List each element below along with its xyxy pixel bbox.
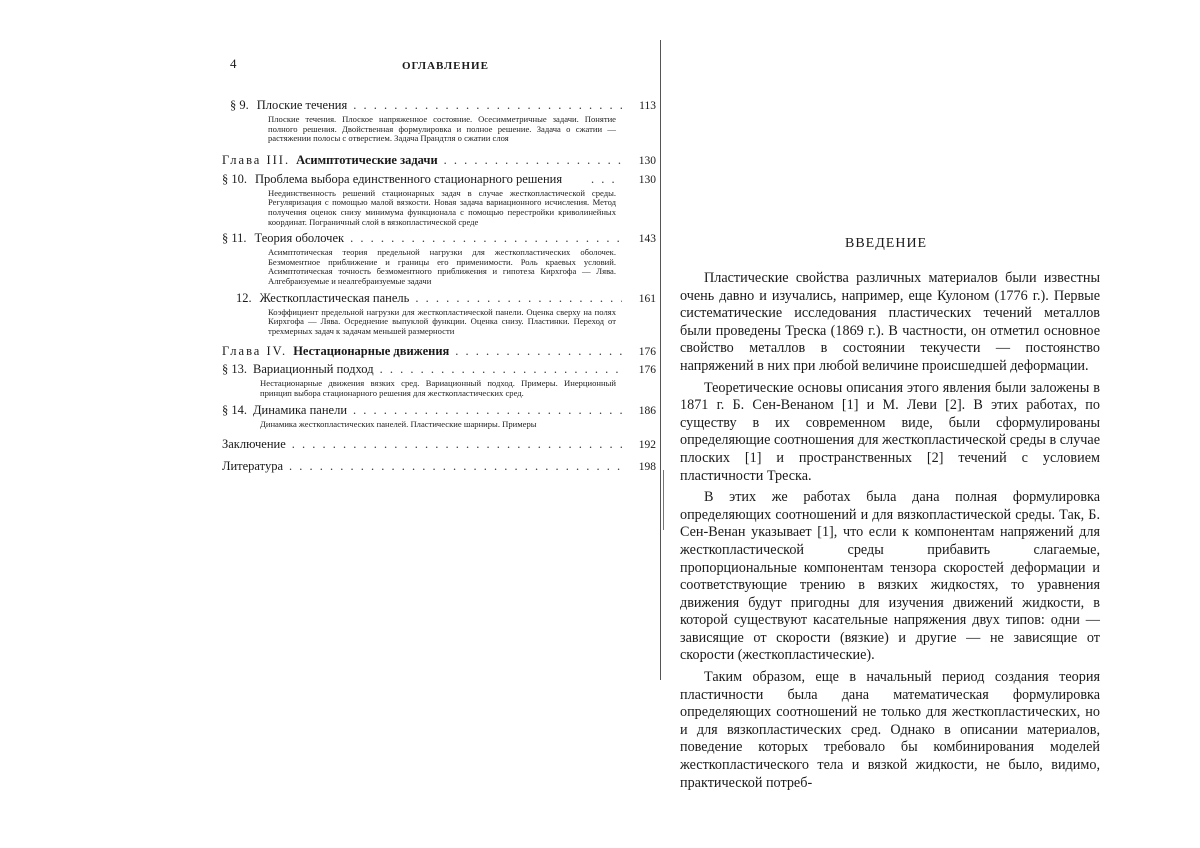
toc-entry-description: Плоские течения. Плоское напряженное состояние. Осесимметричные задачи. Понятие полного решения. Двойственная формулировка и полное решение. Задача о сжатии — растяжении полосы с отверстием. Задача Прандтля о сжатии слоя bbox=[268, 114, 616, 144]
leader-dots bbox=[415, 291, 622, 306]
toc-entry-page: 143 bbox=[638, 233, 656, 246]
page-divider-mark bbox=[663, 470, 664, 530]
page-divider bbox=[660, 40, 661, 680]
leader-dots bbox=[350, 231, 622, 246]
toc-entry-title: Теория оболочек bbox=[254, 231, 345, 246]
toc-entry-page: 130 bbox=[638, 173, 656, 186]
toc-entry[interactable] bbox=[222, 437, 656, 453]
toc-entry-title: Плоские течения bbox=[256, 98, 348, 112]
toc-entry-title: Жесткопластическая панель bbox=[259, 290, 410, 305]
toc-entry-page: 161 bbox=[638, 292, 656, 305]
toc-entry-description: Динамика жесткопластических панелей. Пластические шарниры. Примеры bbox=[260, 418, 537, 429]
chapter-title: Асимптотические задачи bbox=[296, 152, 438, 167]
toc-entry-page: 198 bbox=[638, 461, 656, 474]
toc-entry-title: Заключение bbox=[222, 437, 286, 452]
toc-entry-page: 192 bbox=[638, 439, 656, 452]
toc-entry-description: Неединственность решений стационарных задач в случае жесткопластической среды. Регуляризация с помощью малой вязкости. Новая задача вариационного исчисления. Метод получения оценок снизу минимума функционала с помощью перестройки криволинейных координат. Пограничный слой в вязкопластической среде bbox=[268, 187, 616, 227]
toc-entry-number: § 10. bbox=[222, 171, 247, 186]
leader-dots bbox=[591, 172, 622, 187]
paragraph: В этих же работах была дана полная формулировка определяющих соотношений и для вязкопластической среды. Так, Б. Сен-Венан указывает [1], что если к компонентам напряжений для жесткопластической среды прибавить слагаемые, пропорциональные компонентам тензора скоростей деформации и соответствующие трению в вязких жидкостях, то уравнения движения будут пригодны для изучения движений жидкости, в которой существуют касательные напряжения двух типов: одни — зависящие от скорости (вязкие) и другие — не зависящие от скорости (жесткопластические). bbox=[680, 489, 1100, 664]
toc-entry-page: 176 bbox=[638, 364, 656, 377]
toc-entry[interactable] bbox=[222, 362, 656, 398]
body-text bbox=[680, 270, 1100, 796]
toc-entry[interactable] bbox=[222, 403, 656, 430]
toc-entry-number: § 14. bbox=[222, 402, 247, 417]
leader-dots bbox=[380, 362, 622, 377]
toc-entry-title: Вариационный подход bbox=[253, 362, 374, 377]
toc-entry[interactable] bbox=[222, 291, 656, 337]
toc-entry[interactable] bbox=[222, 459, 656, 475]
toc-entry-number: § 13. bbox=[222, 362, 247, 377]
chapter-heading: ВВЕДЕНИЕ bbox=[845, 236, 928, 251]
toc-entry-number: § 9. bbox=[230, 98, 249, 112]
leader-dots bbox=[353, 98, 622, 113]
chapter-label: Глава IV. bbox=[222, 344, 288, 359]
chapter-label: Глава III. bbox=[222, 152, 291, 167]
toc-entry-title: Проблема выбора единственного стационарного решения bbox=[255, 171, 563, 186]
toc-entry-title: Литература bbox=[222, 459, 283, 474]
page-number: 4 bbox=[230, 56, 237, 71]
paragraph: Таким образом, еще в начальный период создания теория пластичности была дана математическая формулировка определяющих соотношений не только для жесткопластических, но и для вязкопластических сред. Однако в описании материалов, поведение которых требовало бы комбинирования моделей жесткопластического тела и вязкой жидкости, не было, видимо, практической потреб- bbox=[680, 669, 1100, 791]
toc-entry-number: 12. bbox=[236, 290, 252, 305]
toc-entry[interactable] bbox=[222, 172, 656, 227]
toc-entry-page: 130 bbox=[638, 154, 656, 167]
running-head: ОГЛАВЛЕНИЕ bbox=[402, 60, 489, 72]
toc-entry-page: 186 bbox=[638, 404, 656, 417]
toc-chapter[interactable] bbox=[222, 344, 656, 360]
table-of-contents bbox=[222, 98, 656, 475]
toc-entry-page: 176 bbox=[638, 346, 656, 359]
toc-entry-description: Коэффициент предельной нагрузки для жесткопластической панели. Оценка сверху на полях Кирхгофа — Лява. Осреднение выпуклой функции. Оценка снизу. Пластинки. Переход от трехмерных задач к задачам меньшей размерности bbox=[268, 306, 616, 336]
leader-dots bbox=[444, 153, 622, 168]
toc-entry[interactable] bbox=[222, 231, 656, 286]
paragraph: Теоретические основы описания этого явления были заложены в 1871 г. Б. Сен-Венаном [1] и М. Леви [2]. В этих работах, по существу в их современном виде, были сформулированы определяющие соотношения для жесткопластической среды в случае плоских [1] и пространственных [2] течений с условием пластичности Треска. bbox=[680, 379, 1100, 484]
toc-entry-page: 113 bbox=[639, 100, 656, 112]
leader-dots bbox=[455, 344, 622, 359]
leader-dots bbox=[353, 403, 622, 418]
paragraph: Пластические свойства различных материалов были известны очень давно и изучались, например, еще Кулоном (1776 г.). Первые систематические исследования пластических течений металлов были проведены Треска (1869 г.). В частности, он отметил основное свойство металлов в состоянии текучести — постоянство напряжений в них при любой величине происшедшей деформации. bbox=[680, 270, 1100, 374]
leader-dots bbox=[289, 459, 622, 474]
toc-entry-description: Нестационарные движения вязких сред. Вариационный подход. Примеры. Инерционный принцип выбора стационарного решения для жесткопластических сред. bbox=[260, 378, 616, 398]
chapter-title: Нестационарные движения bbox=[293, 344, 450, 359]
toc-entry-number: § 11. bbox=[222, 231, 247, 246]
toc-chapter[interactable] bbox=[222, 153, 656, 169]
toc-entry[interactable] bbox=[222, 98, 656, 144]
toc-entry-description: Асимптотическая теория предельной нагрузки для жесткопластических оболочек. Безмоментное приближение и границы его применимости. Роль краевых условий. Асимптотическая точность безмоментного приближения и гипотеза Кирхгофа — Лява. Алгебраизуемые и неалгебраизуемые задачи bbox=[268, 247, 616, 286]
leader-dots bbox=[292, 437, 622, 452]
toc-entry-title: Динамика панели bbox=[253, 402, 348, 417]
